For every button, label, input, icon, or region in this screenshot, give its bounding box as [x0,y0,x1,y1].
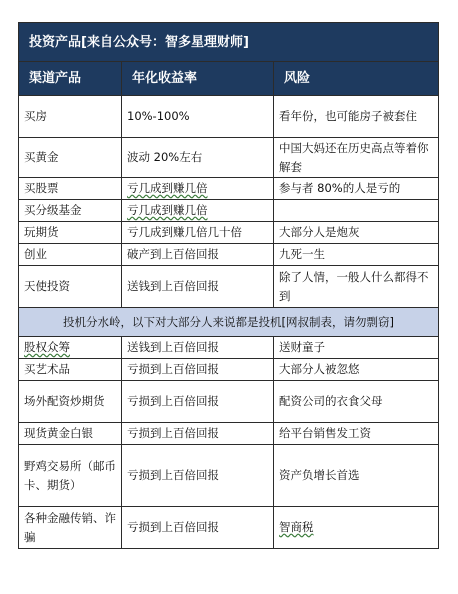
cell-rate: 亏几成到赚几倍 [122,178,274,200]
table-row [19,138,439,178]
divider-note: 投机分水岭，以下对大部分人来说都是投机[网叔制表，请勿剽窃] [19,308,439,337]
cell-rate: 亏几成到赚几倍 [122,200,274,222]
table-row [19,200,439,222]
table-row [19,359,439,381]
cell-risk: 资产负增长首选 [274,445,439,507]
cell-rate: 波动 20%左右 [122,138,274,178]
table-row [19,266,439,308]
cell-product: 场外配资炒期货 [19,381,122,423]
header-product: 渠道产品 [19,62,122,96]
table-title: 投资产品[来自公众号：智多星理财师] [19,23,439,62]
cell-risk: 参与者 80%的人是亏的 [274,178,439,200]
cell-product: 买黄金 [19,138,122,178]
cell-product: 玩期货 [19,222,122,244]
cell-rate: 破产到上百倍回报 [122,244,274,266]
table-row [19,337,439,359]
cell-product: 创业 [19,244,122,266]
header-rate: 年化收益率 [122,62,274,96]
cell-rate: 亏损到上百倍回报 [122,445,274,507]
cell-risk: 除了人情，一般人什么都得不到 [274,266,439,308]
cell-risk: 九死一生 [274,244,439,266]
cell-product: 现货黄金白银 [19,423,122,445]
table-row [19,222,439,244]
cell-product: 野鸡交易所（邮币卡、期货） [19,445,122,507]
table-row [19,381,439,423]
cell-rate: 送钱到上百倍回报 [122,337,274,359]
cell-product: 天使投资 [19,266,122,308]
investment-table [18,22,439,549]
table-row [19,445,439,507]
cell-rate: 亏损到上百倍回报 [122,507,274,549]
cell-risk: 看年份，也可能房子被套住 [274,96,439,138]
cell-rate: 亏损到上百倍回报 [122,359,274,381]
cell-rate: 送钱到上百倍回报 [122,266,274,308]
table-row [19,96,439,138]
table-row [19,507,439,549]
cell-risk: 智商税 [274,507,439,549]
cell-rate: 亏损到上百倍回报 [122,423,274,445]
cell-product: 买艺术品 [19,359,122,381]
cell-rate: 亏损到上百倍回报 [122,381,274,423]
cell-risk: 大部分人被忽悠 [274,359,439,381]
cell-rate: 亏几成到赚几倍几十倍 [122,222,274,244]
cell-product: 买分级基金 [19,200,122,222]
cell-risk: 大部分人是炮灰 [274,222,439,244]
cell-risk: 给平台销售发工资 [274,423,439,445]
table-row [19,178,439,200]
cell-product: 买房 [19,96,122,138]
cell-risk: 中国大妈还在历史高点等着你解套 [274,138,439,178]
cell-risk: 配资公司的衣食父母 [274,381,439,423]
cell-product: 股权众筹 [19,337,122,359]
table-row [19,423,439,445]
divider-note-row [19,308,439,337]
cell-risk [274,200,439,222]
cell-rate: 10%-100% [122,96,274,138]
cell-product: 各种金融传销、诈骗 [19,507,122,549]
cell-product: 买股票 [19,178,122,200]
cell-risk: 送财童子 [274,337,439,359]
table-row [19,244,439,266]
header-risk: 风险 [274,62,439,96]
table-title-row [19,23,439,62]
table-header-row [19,62,439,96]
